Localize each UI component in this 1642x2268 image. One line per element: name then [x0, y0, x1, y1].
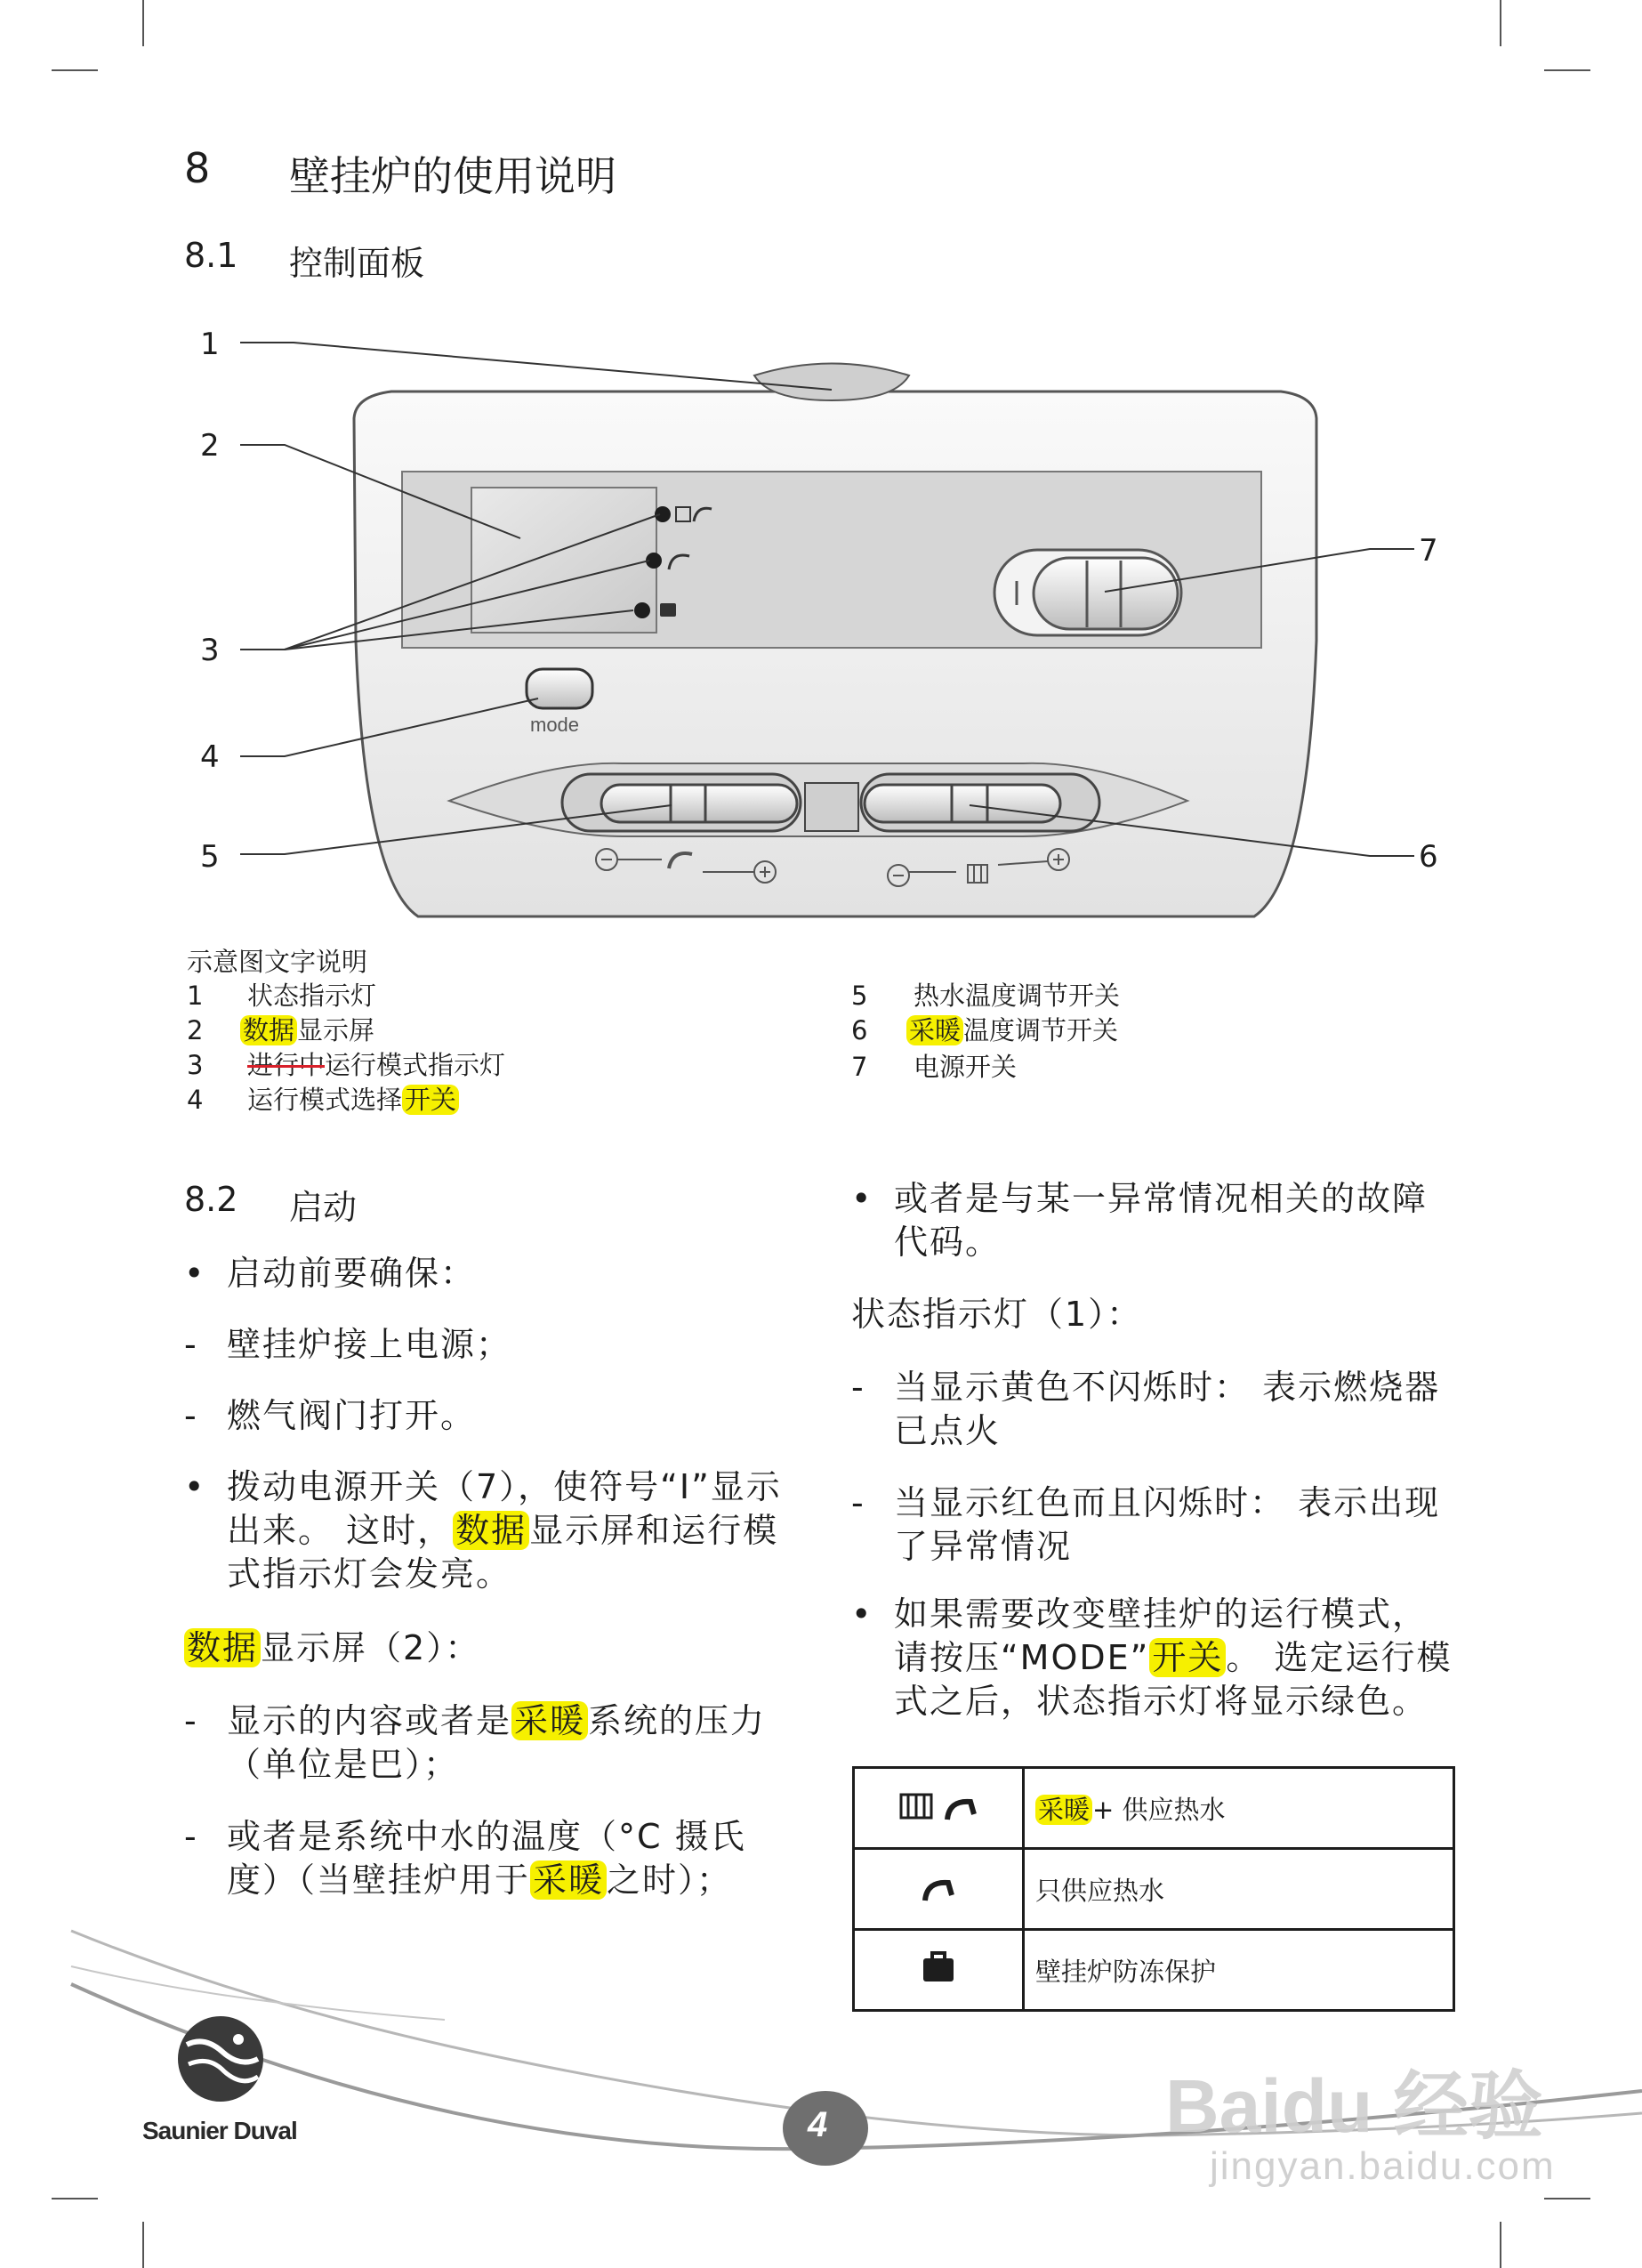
control-panel-diagram: [178, 307, 1477, 956]
legend-number: 2: [187, 1015, 204, 1045]
section-title: 壁挂炉的使用说明: [289, 152, 616, 200]
tap-icon: [916, 1868, 961, 1904]
dash-text-segment: 度）（当壁挂炉用于: [227, 1860, 531, 1900]
bullet-text-segment: 请按压“MODE”: [894, 1638, 1150, 1677]
legend-text: 热水温度调节开关: [914, 981, 1121, 1011]
dash-text-segment: 显示的内容或者是: [227, 1701, 512, 1740]
legend-number: 4: [187, 1085, 204, 1115]
bullet-text-line: 如果需要改变壁挂炉的运行模式，: [894, 1594, 1429, 1634]
subsection-title: 启动: [289, 1188, 358, 1227]
highlighted-term: 采暖: [906, 1015, 963, 1045]
dash-text-line: 当显示红色而且闪烁时： 表示出现: [894, 1483, 1441, 1522]
dash-mark: -: [851, 1368, 865, 1407]
page-number: 4: [808, 2105, 828, 2144]
subsection-number: 8.1: [184, 236, 238, 275]
bullet-text-segment: 出来。 这时，: [227, 1511, 454, 1550]
dash-mark: -: [184, 1396, 198, 1435]
legend-number: 3: [187, 1050, 204, 1080]
subsection-number: 8.2: [184, 1180, 238, 1219]
bullet-text-line: 或者是与某一异常情况相关的故障: [894, 1179, 1429, 1218]
highlighted-term: 采暖: [1035, 1795, 1092, 1825]
legend-item-5: [851, 979, 1474, 1013]
legend-text: 状态指示灯: [247, 981, 377, 1011]
legend-text: 电源开关: [914, 1052, 1018, 1082]
crop-mark: [1500, 0, 1501, 46]
bullet-text-segment: 。 选定运行模: [1226, 1638, 1453, 1677]
struck-text: 进行中: [247, 1050, 326, 1080]
crop-mark: [52, 69, 98, 71]
dash-text-line: 已点火: [894, 1411, 1002, 1450]
dash-mark: -: [184, 1325, 198, 1364]
legend-item-7: [851, 1050, 1474, 1084]
mode-text: 壁挂炉防冻保护: [1024, 1930, 1454, 2011]
legend-text: 运行模式选择: [247, 1085, 403, 1115]
crop-mark: [1544, 69, 1590, 71]
dash-text-segment: 系统的压力: [588, 1701, 767, 1740]
legend-number: 5: [851, 981, 868, 1011]
table-row: [854, 1768, 1454, 1849]
legend-text: 显示屏: [297, 1015, 375, 1045]
highlighted-term: 数据: [453, 1511, 529, 1550]
dash-mark: -: [851, 1483, 865, 1522]
brand-name: Saunier Duval: [142, 2117, 297, 2144]
bullet-mark: •: [184, 1467, 206, 1506]
highlighted-term: 采暖: [511, 1701, 588, 1740]
legend-text: 温度调节开关: [963, 1015, 1119, 1045]
bullet-mark: •: [851, 1179, 873, 1218]
section-number: 8: [184, 144, 211, 192]
callout-1: 1: [200, 327, 220, 362]
dash-mark: -: [184, 1701, 198, 1740]
dash-text-line: 当显示黄色不闪烁时： 表示燃烧器: [894, 1368, 1441, 1407]
dash-text-segment: 之时）；: [607, 1860, 733, 1900]
dash-mark: -: [184, 1817, 198, 1856]
bullet-text-line: 式指示灯会发亮。: [227, 1554, 512, 1594]
legend-number: 6: [851, 1015, 868, 1045]
legend-heading: 示意图文字说明: [187, 947, 368, 977]
highlighted-term: 开关: [402, 1085, 459, 1115]
watermark-logo: Baidu 经验: [1165, 2064, 1543, 2148]
callout-6: 6: [1419, 839, 1438, 875]
callout-3: 3: [200, 633, 220, 668]
dash-text-line: （单位是巴）；: [227, 1745, 460, 1784]
status-light-heading: 状态指示灯（1）：: [851, 1295, 1143, 1334]
bullet-text-line: 式之后，状态指示灯将显示绿色。: [894, 1682, 1429, 1721]
subsection-title: 控制面板: [289, 244, 425, 283]
callout-4: 4: [200, 739, 220, 775]
dash-text-line: 或者是系统中水的温度（°C 摄氏: [227, 1817, 746, 1856]
bullet-text-line: 拨动电源开关（7），使符号“I”显示: [227, 1467, 782, 1506]
mode-description: [1024, 1768, 1454, 1849]
callout-2: 2: [200, 428, 220, 464]
highlighted-term: 开关: [1149, 1638, 1226, 1677]
callout-5: 5: [200, 839, 220, 875]
bullet-text-segment: 显示屏和运行模: [529, 1511, 779, 1550]
highlighted-term: 数据: [184, 1628, 261, 1667]
highlighted-term: 数据: [240, 1015, 297, 1045]
heading-text: 显示屏（2）：: [261, 1628, 481, 1667]
brand-logo-icon: [169, 2009, 276, 2107]
bullet-mark: •: [851, 1594, 873, 1634]
crop-mark: [142, 0, 144, 46]
legend-text: 运行模式指示灯: [325, 1050, 506, 1080]
mode-text: 只供应热水: [1024, 1849, 1454, 1930]
bullet-text-line: 代码。: [894, 1223, 1002, 1262]
mode-text: + 供应热水: [1092, 1794, 1226, 1825]
legend-item-1: [187, 979, 809, 1013]
highlighted-term: 采暖: [530, 1860, 607, 1900]
display-screen-heading: [184, 1626, 480, 1670]
bullet-text: 启动前要确保：: [227, 1254, 477, 1293]
legend-item-4: [187, 1083, 809, 1117]
dash-text-line: 了异常情况: [894, 1527, 1073, 1566]
legend-number: 7: [851, 1052, 868, 1082]
watermark-url: jingyan.baidu.com: [1210, 2144, 1556, 2188]
dash-text: 壁挂炉接上电源；: [227, 1325, 512, 1364]
legend-number: 1: [187, 981, 204, 1011]
bullet-mark: •: [184, 1254, 206, 1293]
dash-text: 燃气阀门打开。: [227, 1396, 477, 1435]
legend-item-2: [187, 1013, 809, 1047]
legend-item-3: [187, 1048, 809, 1082]
legend-item-6: [851, 1013, 1474, 1047]
mode-button-label: mode: [530, 714, 580, 736]
mode-icon-cell: [854, 1768, 1024, 1849]
radiator-tap-icon: [894, 1788, 983, 1823]
callout-7: 7: [1419, 533, 1438, 569]
